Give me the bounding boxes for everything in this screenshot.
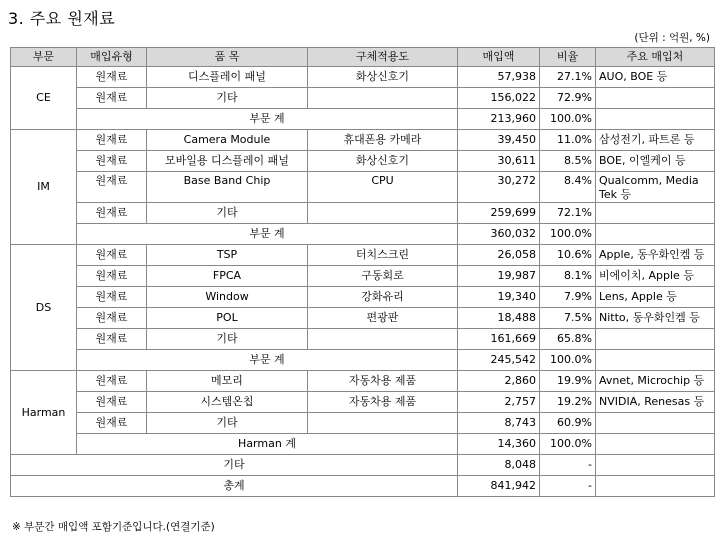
empty-cell xyxy=(596,455,715,476)
usage-cell: 화상신호기 xyxy=(308,151,458,172)
subtotal-amount: 360,032 xyxy=(458,224,540,245)
table-row xyxy=(11,371,715,392)
usage-cell: 화상신호기 xyxy=(308,67,458,88)
subtotal-ratio: 100.0% xyxy=(540,109,596,130)
usage-cell: 편광판 xyxy=(308,308,458,329)
purchase-type-cell: 원재료 xyxy=(77,151,147,172)
usage-cell: 구동회로 xyxy=(308,266,458,287)
table-row xyxy=(11,287,715,308)
item-cell: TSP xyxy=(147,245,308,266)
others-row-ratio: - xyxy=(540,455,596,476)
section-title: 3. 주요 원재료 xyxy=(8,9,116,28)
subtotal-row xyxy=(11,350,715,371)
supplier-cell: Apple, 동우화인켐 등 xyxy=(596,245,715,266)
item-cell: 시스템온칩 xyxy=(147,392,308,413)
segment-cell: DS xyxy=(11,245,77,371)
subtotal-ratio: 100.0% xyxy=(540,350,596,371)
table-row xyxy=(11,413,715,434)
amount-cell: 26,058 xyxy=(458,245,540,266)
item-cell: 디스플레이 패널 xyxy=(147,67,308,88)
table-header-row xyxy=(11,48,715,67)
subtotal-label: 부문 계 xyxy=(77,350,458,371)
amount-cell: 18,488 xyxy=(458,308,540,329)
subtotal-label: 부문 계 xyxy=(77,109,458,130)
header-ratio: 비율 xyxy=(540,48,596,67)
ratio-cell: 60.9% xyxy=(540,413,596,434)
purchase-type-cell: 원재료 xyxy=(77,371,147,392)
supplier-cell: Lens, Apple 등 xyxy=(596,287,715,308)
subtotal-amount: 213,960 xyxy=(458,109,540,130)
subtotal-label: 부문 계 xyxy=(77,224,458,245)
supplier-cell xyxy=(596,88,715,109)
ratio-cell: 19.9% xyxy=(540,371,596,392)
ratio-cell: 10.6% xyxy=(540,245,596,266)
ratio-cell: 19.2% xyxy=(540,392,596,413)
ratio-cell: 8.5% xyxy=(540,151,596,172)
amount-cell: 161,669 xyxy=(458,329,540,350)
table-row xyxy=(11,151,715,172)
item-cell: 메모리 xyxy=(147,371,308,392)
table-row xyxy=(11,130,715,151)
usage-cell xyxy=(308,329,458,350)
amount-cell: 57,938 xyxy=(458,67,540,88)
supplier-cell: Nitto, 동우화인켐 등 xyxy=(596,308,715,329)
usage-cell xyxy=(308,203,458,224)
item-cell: Base Band Chip xyxy=(147,172,308,203)
item-cell: Window xyxy=(147,287,308,308)
amount-cell: 19,987 xyxy=(458,266,540,287)
purchase-type-cell: 원재료 xyxy=(77,245,147,266)
segment-cell: Harman xyxy=(11,371,77,455)
others-row-amount: 8,048 xyxy=(458,455,540,476)
item-cell: FPCA xyxy=(147,266,308,287)
item-cell: POL xyxy=(147,308,308,329)
purchase-type-cell: 원재료 xyxy=(77,392,147,413)
table-row xyxy=(11,67,715,88)
header-purchase-type: 매입유형 xyxy=(77,48,147,67)
total-row-amount: 841,942 xyxy=(458,476,540,497)
purchase-type-cell: 원재료 xyxy=(77,88,147,109)
table-row xyxy=(11,329,715,350)
amount-cell: 30,611 xyxy=(458,151,540,172)
amount-cell: 2,860 xyxy=(458,371,540,392)
purchase-type-cell: 원재료 xyxy=(77,413,147,434)
ratio-cell: 27.1% xyxy=(540,67,596,88)
item-cell: Camera Module xyxy=(147,130,308,151)
amount-cell: 8,743 xyxy=(458,413,540,434)
supplier-cell xyxy=(596,203,715,224)
others-row xyxy=(11,455,715,476)
ratio-cell: 72.1% xyxy=(540,203,596,224)
purchase-type-cell: 원재료 xyxy=(77,329,147,350)
purchase-type-cell: 원재료 xyxy=(77,203,147,224)
item-cell: 기타 xyxy=(147,203,308,224)
empty-cell xyxy=(596,224,715,245)
item-cell: 기타 xyxy=(147,329,308,350)
table-row xyxy=(11,308,715,329)
header-segment: 부문 xyxy=(11,48,77,67)
ratio-cell: 72.9% xyxy=(540,88,596,109)
usage-cell: CPU xyxy=(308,172,458,203)
usage-cell: 휴대폰용 카메라 xyxy=(308,130,458,151)
item-cell: 기타 xyxy=(147,88,308,109)
usage-cell: 터치스크린 xyxy=(308,245,458,266)
subtotal-amount: 245,542 xyxy=(458,350,540,371)
ratio-cell: 11.0% xyxy=(540,130,596,151)
table-row xyxy=(11,266,715,287)
subtotal-ratio: 100.0% xyxy=(540,434,596,455)
header-supplier: 주요 매입처 xyxy=(596,48,715,67)
header-item: 품 목 xyxy=(147,48,308,67)
purchase-type-cell: 원재료 xyxy=(77,287,147,308)
total-row xyxy=(11,476,715,497)
amount-cell: 39,450 xyxy=(458,130,540,151)
item-cell: 기타 xyxy=(147,413,308,434)
supplier-cell: 삼성전기, 파트론 등 xyxy=(596,130,715,151)
ratio-cell: 8.4% xyxy=(540,172,596,203)
footnote: ※ 부문간 매입액 포함기준입니다.(연결기준) xyxy=(12,521,215,533)
amount-cell: 156,022 xyxy=(458,88,540,109)
table-body xyxy=(11,67,715,497)
amount-cell: 259,699 xyxy=(458,203,540,224)
subtotal-amount: 14,360 xyxy=(458,434,540,455)
purchase-type-cell: 원재료 xyxy=(77,130,147,151)
supplier-cell: Qualcomm, Media Tek 등 xyxy=(596,172,715,203)
usage-cell: 자동차용 제품 xyxy=(308,392,458,413)
supplier-cell: 비에이치, Apple 등 xyxy=(596,266,715,287)
purchase-type-cell: 원재료 xyxy=(77,266,147,287)
subtotal-row xyxy=(11,434,715,455)
usage-cell: 강화유리 xyxy=(308,287,458,308)
ratio-cell: 7.5% xyxy=(540,308,596,329)
supplier-cell: BOE, 이엘케이 등 xyxy=(596,151,715,172)
table-row xyxy=(11,203,715,224)
purchase-type-cell: 원재료 xyxy=(77,308,147,329)
ratio-cell: 7.9% xyxy=(540,287,596,308)
segment-cell: CE xyxy=(11,67,77,130)
purchase-type-cell: 원재료 xyxy=(77,172,147,203)
amount-cell: 19,340 xyxy=(458,287,540,308)
ratio-cell: 65.8% xyxy=(540,329,596,350)
subtotal-row xyxy=(11,224,715,245)
supplier-cell: AUO, BOE 등 xyxy=(596,67,715,88)
amount-cell: 2,757 xyxy=(458,392,540,413)
raw-materials-table xyxy=(10,47,715,497)
others-row-label: 기타 xyxy=(11,455,458,476)
table-row xyxy=(11,172,715,203)
subtotal-label: Harman 계 xyxy=(77,434,458,455)
segment-cell: IM xyxy=(11,130,77,245)
header-usage: 구체적용도 xyxy=(308,48,458,67)
amount-cell: 30,272 xyxy=(458,172,540,203)
total-row-ratio: - xyxy=(540,476,596,497)
usage-cell xyxy=(308,413,458,434)
subtotal-row xyxy=(11,109,715,130)
subtotal-ratio: 100.0% xyxy=(540,224,596,245)
usage-cell xyxy=(308,88,458,109)
empty-cell xyxy=(596,109,715,130)
purchase-type-cell: 원재료 xyxy=(77,67,147,88)
table-row xyxy=(11,245,715,266)
supplier-cell: Avnet, Microchip 등 xyxy=(596,371,715,392)
total-row-label: 총계 xyxy=(11,476,458,497)
empty-cell xyxy=(596,434,715,455)
ratio-cell: 8.1% xyxy=(540,266,596,287)
table-row xyxy=(11,392,715,413)
supplier-cell xyxy=(596,413,715,434)
empty-cell xyxy=(596,476,715,497)
supplier-cell: NVIDIA, Renesas 등 xyxy=(596,392,715,413)
usage-cell: 자동차용 제품 xyxy=(308,371,458,392)
supplier-cell xyxy=(596,329,715,350)
empty-cell xyxy=(596,350,715,371)
unit-label: (단위 : 억원, %) xyxy=(634,32,710,44)
header-amount: 매입액 xyxy=(458,48,540,67)
item-cell: 모바일용 디스플레이 패널 xyxy=(147,151,308,172)
table-row xyxy=(11,88,715,109)
